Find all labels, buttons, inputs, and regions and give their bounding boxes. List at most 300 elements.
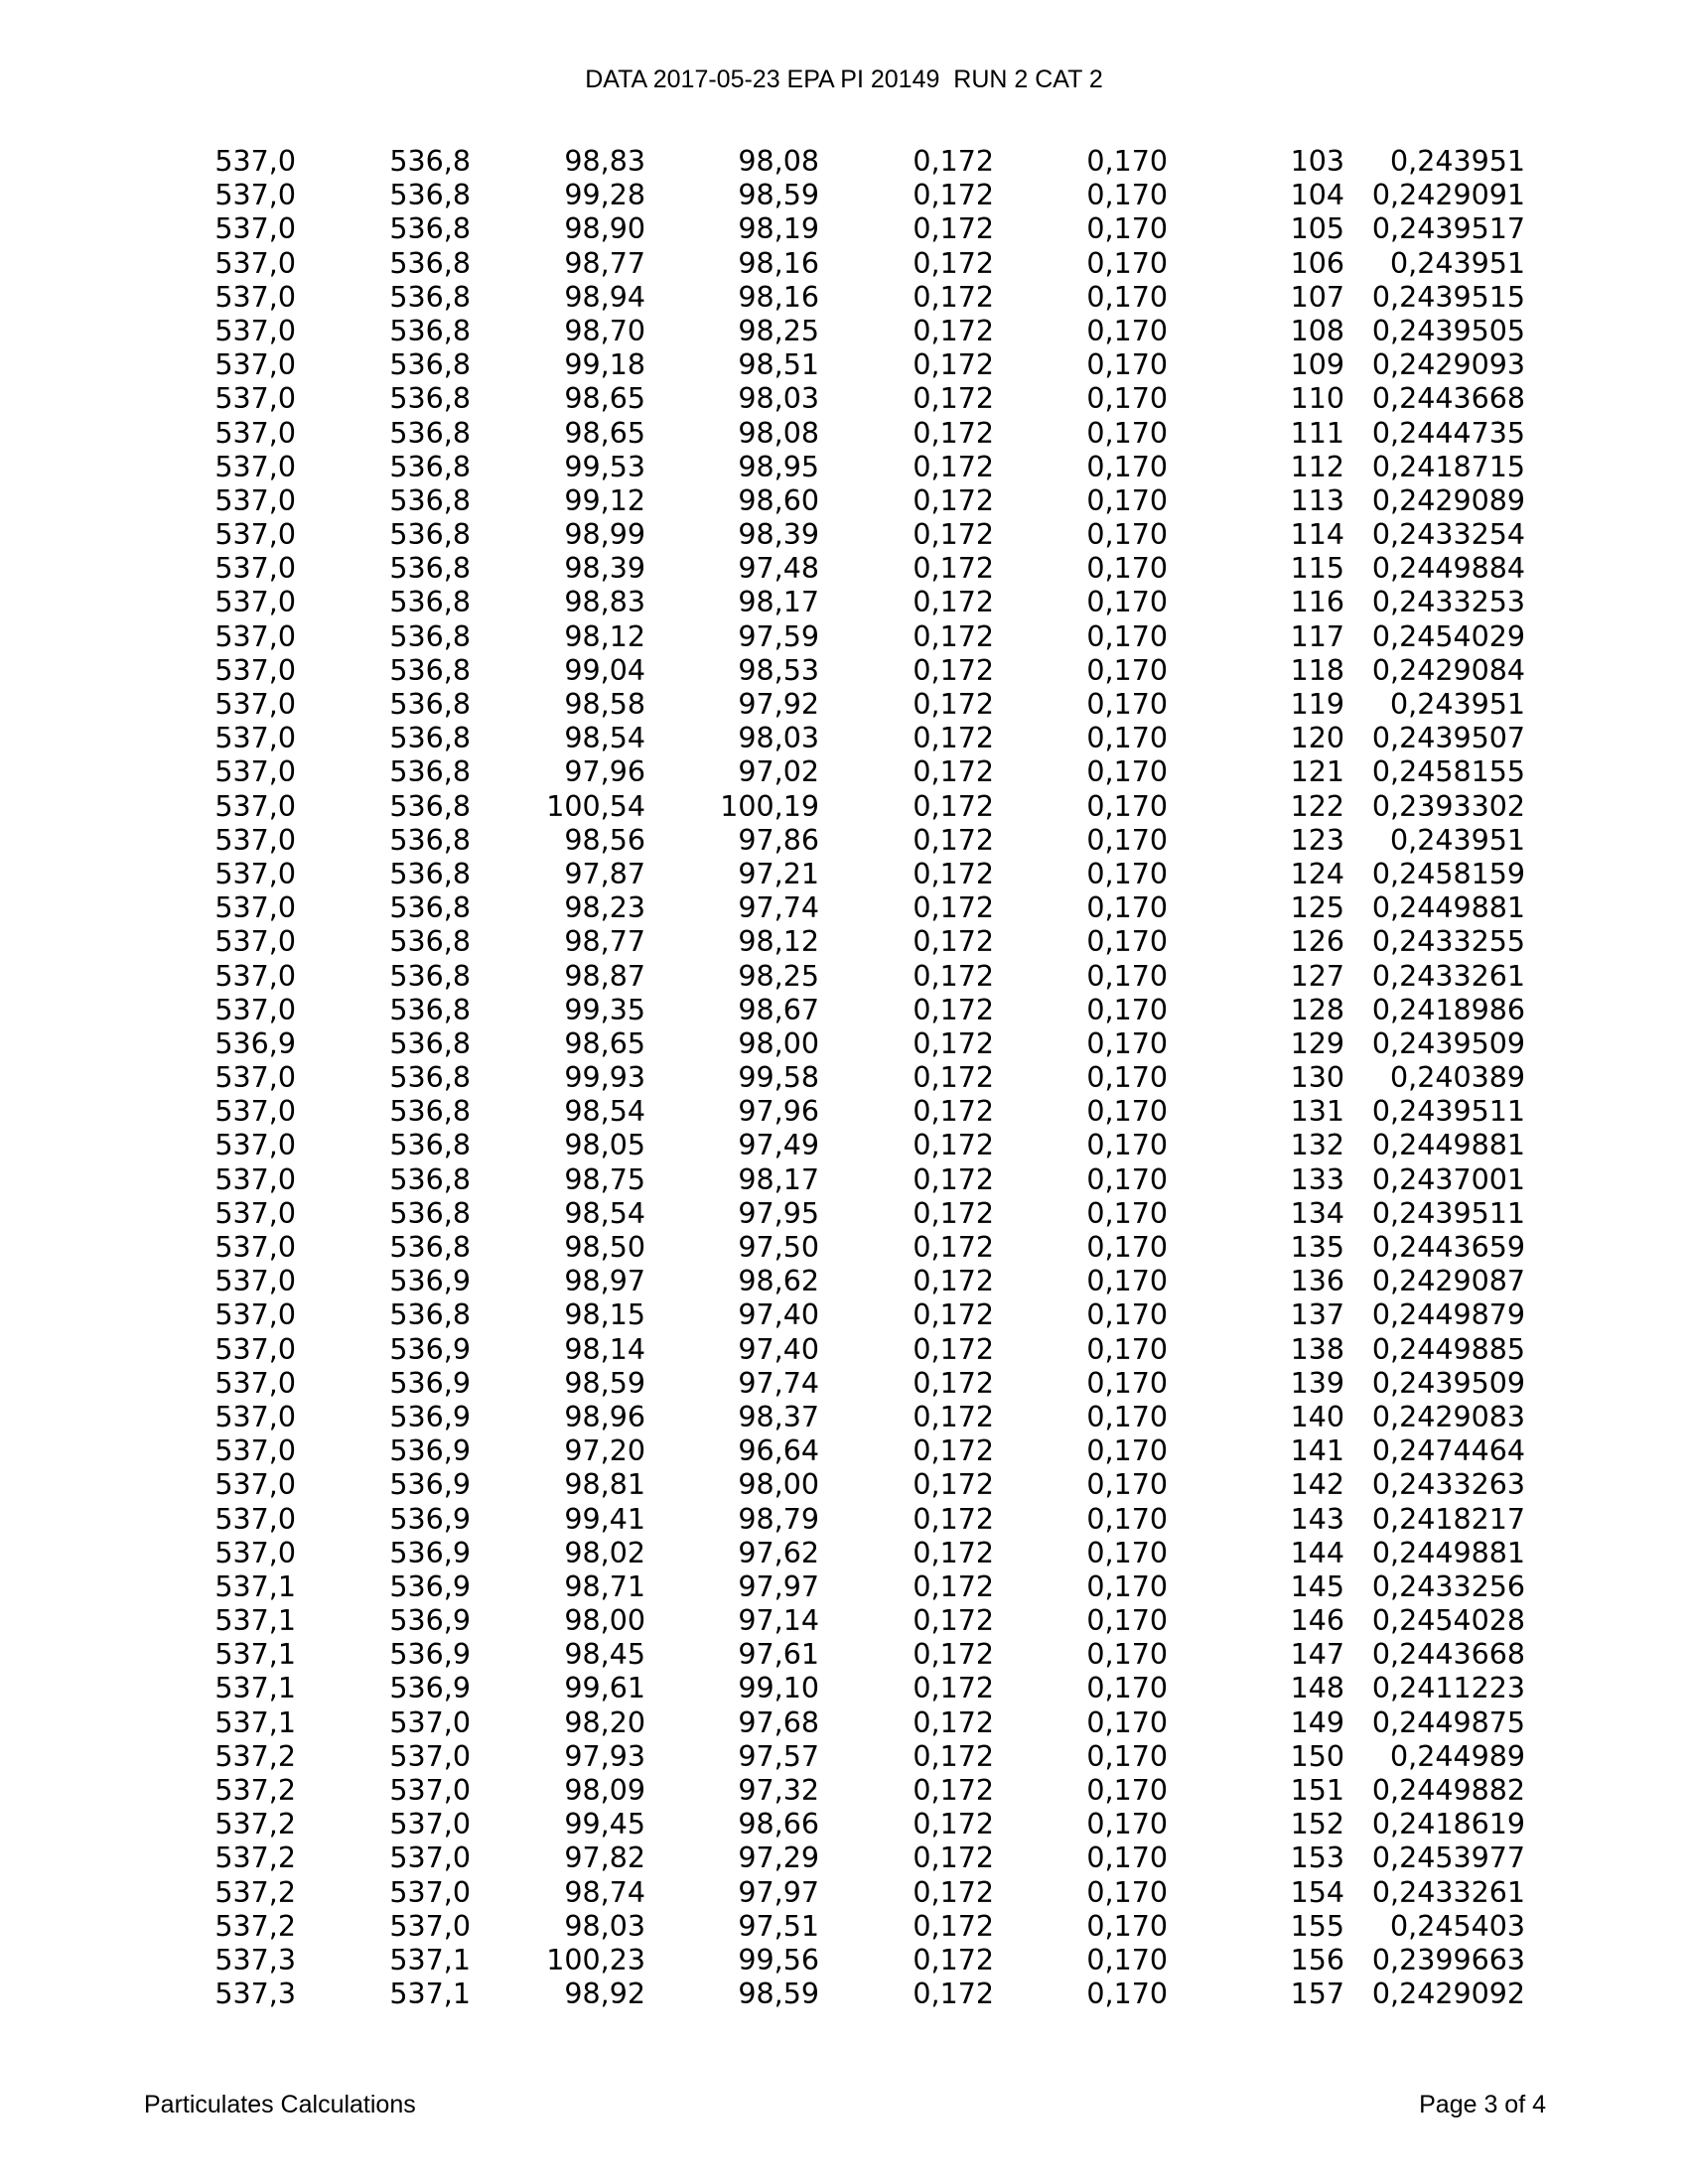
table-cell: 0,172 (913, 1604, 994, 1638)
table-cell: 537,0 (214, 483, 296, 517)
table-cell: 149 (1290, 1706, 1344, 1739)
table-cell: 536,9 (389, 1672, 471, 1706)
table-cell: 0,170 (1086, 1162, 1168, 1196)
table-cell: 98,16 (738, 280, 819, 314)
table-cell: 98,54 (564, 1095, 645, 1129)
table-cell: 97,21 (738, 857, 819, 890)
table-cell: 100,54 (546, 789, 645, 823)
table-cell: 0,172 (913, 1061, 994, 1095)
table-cell: 536,8 (389, 280, 471, 314)
table-cell: 119 (1290, 688, 1344, 721)
table-cell: 0,172 (913, 1739, 994, 1773)
table-cell: 148 (1290, 1672, 1344, 1706)
table-cell: 130 (1290, 1061, 1344, 1095)
table-cell: 98,83 (564, 586, 645, 619)
table-row (0, 1638, 1688, 1672)
table-cell: 97,48 (738, 552, 819, 586)
table-cell: 537,0 (214, 925, 296, 959)
table-cell: 537,0 (389, 1808, 471, 1842)
table-cell: 97,68 (738, 1706, 819, 1739)
table-cell: 127 (1290, 959, 1344, 993)
table-cell: 537,0 (214, 1231, 296, 1264)
table-row (0, 518, 1688, 552)
table-cell: 537,0 (214, 619, 296, 653)
table-cell: 536,8 (389, 1095, 471, 1129)
table-cell: 156 (1290, 1943, 1344, 1977)
table-cell: 116 (1290, 586, 1344, 619)
table-row (0, 552, 1688, 586)
table-cell: 536,8 (389, 416, 471, 450)
table-cell: 98,81 (564, 1468, 645, 1502)
table-cell: 113 (1290, 483, 1344, 517)
table-row (0, 1095, 1688, 1129)
table-cell: 99,61 (564, 1672, 645, 1706)
table-cell: 123 (1290, 823, 1344, 857)
table-cell: 537,0 (389, 1706, 471, 1739)
table-cell: 537,0 (214, 179, 296, 212)
table-row (0, 212, 1688, 246)
table-cell: 0,2458159 (1371, 857, 1525, 890)
table-cell: 98,00 (738, 1468, 819, 1502)
table-cell: 0,172 (913, 891, 994, 925)
table-cell: 136 (1290, 1265, 1344, 1298)
table-cell: 99,04 (564, 653, 645, 687)
table-row (0, 1842, 1688, 1875)
table-row (0, 1503, 1688, 1537)
table-cell: 0,170 (1086, 1909, 1168, 1943)
table-cell: 0,170 (1086, 1570, 1168, 1603)
table-cell: 0,170 (1086, 688, 1168, 721)
table-cell: 97,97 (738, 1875, 819, 1909)
table-row (0, 1027, 1688, 1061)
table-cell: 0,170 (1086, 823, 1168, 857)
table-cell: 536,8 (389, 212, 471, 246)
table-cell: 98,08 (738, 416, 819, 450)
table-cell: 98,60 (738, 483, 819, 517)
table-cell: 536,8 (389, 586, 471, 619)
table-cell: 0,172 (913, 1808, 994, 1842)
table-cell: 99,12 (564, 483, 645, 517)
table-cell: 0,172 (913, 1978, 994, 2011)
table-cell: 537,0 (214, 552, 296, 586)
table-cell: 97,40 (738, 1298, 819, 1332)
table-cell: 536,8 (389, 823, 471, 857)
table-cell: 97,57 (738, 1739, 819, 1773)
table-cell: 536,8 (389, 993, 471, 1026)
table-cell: 96,64 (738, 1434, 819, 1468)
table-cell: 0,2443668 (1371, 382, 1525, 416)
table-cell: 536,8 (389, 722, 471, 755)
table-row (0, 858, 1688, 891)
table-row (0, 382, 1688, 416)
table-cell: 98,75 (564, 1162, 645, 1196)
table-cell: 0,2418715 (1371, 450, 1525, 483)
table-row (0, 891, 1688, 925)
table-row (0, 1434, 1688, 1468)
table-cell: 0,170 (1086, 416, 1168, 450)
table-cell: 157 (1290, 1978, 1344, 2011)
table-cell: 99,18 (564, 348, 645, 382)
table-cell: 105 (1290, 212, 1344, 246)
table-cell: 537,0 (389, 1739, 471, 1773)
table-cell: 97,02 (738, 755, 819, 789)
table-cell: 0,2433261 (1371, 959, 1525, 993)
table-cell: 132 (1290, 1129, 1344, 1162)
table-row (0, 1129, 1688, 1162)
table-cell: 536,9 (389, 1536, 471, 1570)
table-cell: 537,0 (214, 246, 296, 280)
table-row (0, 1740, 1688, 1774)
table-cell: 0,172 (913, 1706, 994, 1739)
table-row (0, 1706, 1688, 1740)
table-cell: 0,170 (1086, 1061, 1168, 1095)
table-cell: 103 (1290, 145, 1344, 178)
table-row (0, 1978, 1688, 2011)
table-cell: 0,2443659 (1371, 1231, 1525, 1264)
table-cell: 98,54 (564, 722, 645, 755)
table-cell: 536,8 (389, 1061, 471, 1095)
table-cell: 98,19 (738, 212, 819, 246)
table-row (0, 1367, 1688, 1401)
table-cell: 98,09 (564, 1774, 645, 1807)
table-cell: 537,0 (214, 280, 296, 314)
table-cell: 122 (1290, 789, 1344, 823)
table-cell: 142 (1290, 1468, 1344, 1502)
table-cell: 0,170 (1086, 1672, 1168, 1706)
table-cell: 98,03 (564, 1909, 645, 1943)
table-cell: 0,172 (913, 1842, 994, 1875)
table-cell: 97,82 (564, 1842, 645, 1875)
table-cell: 0,2433254 (1371, 518, 1525, 552)
table-cell: 133 (1290, 1162, 1344, 1196)
table-cell: 98,77 (564, 246, 645, 280)
table-row (0, 824, 1688, 858)
table-cell: 0,170 (1086, 1468, 1168, 1502)
table-cell: 0,170 (1086, 1231, 1168, 1264)
table-cell: 0,170 (1086, 1536, 1168, 1570)
table-cell: 0,2449885 (1371, 1332, 1525, 1366)
table-cell: 537,0 (214, 1332, 296, 1366)
table-cell: 537,3 (214, 1943, 296, 1977)
table-cell: 536,8 (389, 891, 471, 925)
table-cell: 98,65 (564, 382, 645, 416)
table-cell: 98,74 (564, 1875, 645, 1909)
table-cell: 97,97 (738, 1570, 819, 1603)
table-cell: 97,74 (738, 891, 819, 925)
table-cell: 135 (1290, 1231, 1344, 1264)
table-cell: 0,170 (1086, 552, 1168, 586)
table-cell: 0,172 (913, 348, 994, 382)
table-cell: 98,53 (738, 653, 819, 687)
table-cell: 536,9 (389, 1265, 471, 1298)
table-cell: 0,170 (1086, 959, 1168, 993)
table-cell: 0,170 (1086, 314, 1168, 347)
table-cell: 537,0 (214, 993, 296, 1026)
table-cell: 0,172 (913, 959, 994, 993)
table-cell: 0,170 (1086, 1265, 1168, 1298)
table-row (0, 1468, 1688, 1502)
table-cell: 121 (1290, 755, 1344, 789)
table-cell: 0,172 (913, 145, 994, 178)
table-cell: 0,172 (913, 1909, 994, 1943)
table-cell: 0,2454029 (1371, 619, 1525, 653)
table-cell: 537,0 (389, 1774, 471, 1807)
table-row (0, 1672, 1688, 1706)
table-cell: 536,8 (389, 1162, 471, 1196)
table-cell: 536,8 (389, 1026, 471, 1060)
table-cell: 0,2449881 (1371, 1129, 1525, 1162)
table-cell: 0,172 (913, 1672, 994, 1706)
table-row (0, 281, 1688, 315)
table-cell: 0,172 (913, 925, 994, 959)
table-cell: 536,8 (389, 1298, 471, 1332)
table-cell: 0,2453977 (1371, 1842, 1525, 1875)
table-cell: 98,62 (738, 1265, 819, 1298)
table-cell: 0,170 (1086, 993, 1168, 1026)
table-cell: 98,50 (564, 1231, 645, 1264)
table-cell: 104 (1290, 179, 1344, 212)
table-cell: 537,0 (214, 1265, 296, 1298)
table-row (0, 247, 1688, 281)
table-cell: 98,12 (564, 619, 645, 653)
table-cell: 97,29 (738, 1842, 819, 1875)
table-cell: 0,2449881 (1371, 1536, 1525, 1570)
table-cell: 97,92 (738, 688, 819, 721)
table-cell: 536,9 (389, 1366, 471, 1400)
table-cell: 97,51 (738, 1909, 819, 1943)
table-cell: 0,170 (1086, 925, 1168, 959)
table-cell: 99,28 (564, 179, 645, 212)
table-cell: 0,170 (1086, 1196, 1168, 1230)
table-cell: 537,1 (214, 1706, 296, 1739)
table-cell: 98,97 (564, 1265, 645, 1298)
table-cell: 537,0 (214, 1434, 296, 1468)
table-row (0, 925, 1688, 959)
table-row (0, 1774, 1688, 1808)
table-row (0, 586, 1688, 619)
table-cell: 0,2449875 (1371, 1706, 1525, 1739)
table-cell: 537,2 (214, 1808, 296, 1842)
table-cell: 98,45 (564, 1638, 645, 1672)
table-cell: 98,15 (564, 1298, 645, 1332)
table-cell: 0,170 (1086, 1774, 1168, 1807)
table-cell: 0,170 (1086, 1808, 1168, 1842)
table-cell: 537,0 (214, 1129, 296, 1162)
table-cell: 0,2433253 (1371, 586, 1525, 619)
table-cell: 0,170 (1086, 1604, 1168, 1638)
table-cell: 138 (1290, 1332, 1344, 1366)
table-cell: 0,170 (1086, 212, 1168, 246)
table-cell: 98,96 (564, 1400, 645, 1433)
table-cell: 0,245403 (1390, 1909, 1525, 1943)
table-cell: 0,172 (913, 1434, 994, 1468)
table-cell: 536,9 (389, 1434, 471, 1468)
table-cell: 97,40 (738, 1332, 819, 1366)
table-cell: 99,45 (564, 1808, 645, 1842)
table-row (0, 1808, 1688, 1842)
table-cell: 536,9 (214, 1026, 296, 1060)
table-cell: 0,2474464 (1371, 1434, 1525, 1468)
table-cell: 0,243951 (1390, 823, 1525, 857)
table-cell: 146 (1290, 1604, 1344, 1638)
table-cell: 98,17 (738, 1162, 819, 1196)
table-cell: 0,170 (1086, 1638, 1168, 1672)
table-cell: 99,41 (564, 1502, 645, 1536)
table-row (0, 1298, 1688, 1332)
table-cell: 98,03 (738, 382, 819, 416)
table-cell: 0,172 (913, 1162, 994, 1196)
table-cell: 99,58 (738, 1061, 819, 1095)
table-cell: 537,0 (214, 823, 296, 857)
table-cell: 98,65 (564, 416, 645, 450)
table-cell: 98,00 (564, 1604, 645, 1638)
table-cell: 537,3 (214, 1978, 296, 2011)
table-cell: 0,172 (913, 314, 994, 347)
table-cell: 0,2449879 (1371, 1298, 1525, 1332)
table-cell: 536,8 (389, 789, 471, 823)
table-cell: 0,170 (1086, 382, 1168, 416)
table-cell: 537,0 (214, 314, 296, 347)
table-row (0, 994, 1688, 1027)
table-cell: 0,170 (1086, 450, 1168, 483)
table-cell: 107 (1290, 280, 1344, 314)
table-cell: 0,172 (913, 212, 994, 246)
table-cell: 0,170 (1086, 1502, 1168, 1536)
table-cell: 97,93 (564, 1739, 645, 1773)
table-cell: 536,8 (389, 382, 471, 416)
table-cell: 0,170 (1086, 179, 1168, 212)
table-cell: 537,0 (214, 1536, 296, 1570)
table-cell: 0,170 (1086, 1978, 1168, 2011)
table-cell: 0,172 (913, 1196, 994, 1230)
table-cell: 0,2433263 (1371, 1468, 1525, 1502)
table-row (0, 145, 1688, 179)
table-cell: 108 (1290, 314, 1344, 347)
table-cell: 536,8 (389, 348, 471, 382)
table-cell: 98,25 (738, 314, 819, 347)
table-cell: 0,2418619 (1371, 1808, 1525, 1842)
table-cell: 536,9 (389, 1638, 471, 1672)
page-title: DATA 2017-05-23 EPA PI 20149 RUN 2 CAT 2 (585, 66, 1103, 93)
table-cell: 98,56 (564, 823, 645, 857)
table-row (0, 315, 1688, 348)
table-cell: 0,2454028 (1371, 1604, 1525, 1638)
table-cell: 0,2411223 (1371, 1672, 1525, 1706)
table-row (0, 1604, 1688, 1638)
table-cell: 98,83 (564, 145, 645, 178)
table-cell: 536,8 (389, 518, 471, 552)
table-cell: 537,0 (214, 789, 296, 823)
table-cell: 537,1 (389, 1943, 471, 1977)
table-cell: 537,0 (214, 1196, 296, 1230)
table-cell: 537,1 (214, 1570, 296, 1603)
table-cell: 0,172 (913, 450, 994, 483)
table-cell: 536,8 (389, 925, 471, 959)
table-cell: 139 (1290, 1366, 1344, 1400)
table-cell: 0,172 (913, 789, 994, 823)
table-cell: 154 (1290, 1875, 1344, 1909)
table-cell: 98,77 (564, 925, 645, 959)
table-cell: 0,172 (913, 280, 994, 314)
table-cell: 537,0 (214, 382, 296, 416)
table-cell: 0,172 (913, 179, 994, 212)
table-cell: 0,2439507 (1371, 722, 1525, 755)
table-row (0, 451, 1688, 484)
table-cell: 0,2429084 (1371, 653, 1525, 687)
table-row (0, 1197, 1688, 1231)
table-cell: 0,172 (913, 1332, 994, 1366)
table-cell: 0,2429083 (1371, 1400, 1525, 1433)
table-cell: 536,8 (389, 179, 471, 212)
table-cell: 111 (1290, 416, 1344, 450)
table-cell: 0,2439515 (1371, 280, 1525, 314)
table-cell: 537,0 (214, 1366, 296, 1400)
table-cell: 536,8 (389, 653, 471, 687)
table-cell: 536,8 (389, 1231, 471, 1264)
table-cell: 114 (1290, 518, 1344, 552)
table-cell: 0,243951 (1390, 246, 1525, 280)
table-row (0, 1537, 1688, 1570)
table-cell: 536,9 (389, 1502, 471, 1536)
table-cell: 98,92 (564, 1978, 645, 2011)
table-cell: 98,54 (564, 1196, 645, 1230)
table-cell: 0,172 (913, 1265, 994, 1298)
table-row (0, 1944, 1688, 1978)
table-cell: 98,39 (738, 518, 819, 552)
table-cell: 0,2418217 (1371, 1502, 1525, 1536)
table-cell: 98,71 (564, 1570, 645, 1603)
table-cell: 0,172 (913, 416, 994, 450)
table-cell: 144 (1290, 1536, 1344, 1570)
table-cell: 537,0 (214, 348, 296, 382)
table-cell: 153 (1290, 1842, 1344, 1875)
table-row (0, 1401, 1688, 1434)
table-cell: 0,243951 (1390, 145, 1525, 178)
table-cell: 97,50 (738, 1231, 819, 1264)
table-cell: 0,2439509 (1371, 1366, 1525, 1400)
table-cell: 141 (1290, 1434, 1344, 1468)
table-row (0, 1231, 1688, 1265)
table-cell: 0,170 (1086, 619, 1168, 653)
table-cell: 98,70 (564, 314, 645, 347)
table-cell: 536,9 (389, 1604, 471, 1638)
table-cell: 0,2443668 (1371, 1638, 1525, 1672)
table-cell: 536,9 (389, 1570, 471, 1603)
table-cell: 0,2429087 (1371, 1265, 1525, 1298)
table-cell: 0,172 (913, 1943, 994, 1977)
table-cell: 97,62 (738, 1536, 819, 1570)
table-cell: 0,172 (913, 518, 994, 552)
table-cell: 0,2433255 (1371, 925, 1525, 959)
table-cell: 537,0 (214, 518, 296, 552)
table-cell: 100,23 (546, 1943, 645, 1977)
table-cell: 0,2399663 (1371, 1943, 1525, 1977)
table-cell: 97,20 (564, 1434, 645, 1468)
table-cell: 536,9 (389, 1468, 471, 1502)
table-cell: 98,02 (564, 1536, 645, 1570)
table-row (0, 179, 1688, 212)
table-cell: 0,170 (1086, 1706, 1168, 1739)
table-cell: 537,0 (214, 653, 296, 687)
table-cell: 0,172 (913, 688, 994, 721)
table-cell: 536,8 (389, 755, 471, 789)
table-cell: 98,65 (564, 1026, 645, 1060)
table-cell: 0,2458155 (1371, 755, 1525, 789)
table-cell: 0,172 (913, 823, 994, 857)
table-cell: 0,172 (913, 1400, 994, 1433)
table-cell: 536,8 (389, 959, 471, 993)
table-cell: 120 (1290, 722, 1344, 755)
